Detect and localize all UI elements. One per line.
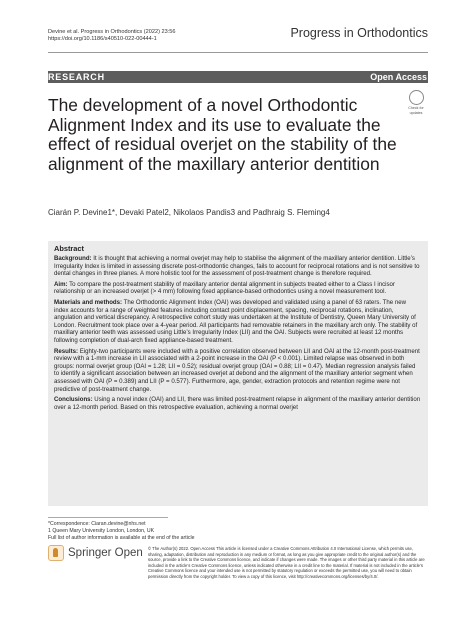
footnotes <box>48 521 194 542</box>
publisher-name: Springer Open <box>68 547 143 559</box>
badge-label-2: updates <box>409 111 423 115</box>
springer-horse-icon <box>48 545 64 561</box>
article-type-label: RESEARCH <box>48 72 105 82</box>
abstract-results <box>54 348 422 394</box>
results-text: Eighty-two participants were included with a positive correlation observed between LII and OAI at the 12-month post-treatment review with a 1-mm increase in LII associated with a 2-point increase in the OAI (P < 0.001). Limited relapse was observed in both groups: normal overjet group (OAI = 1.28; LII = 0.52); residual overjet group (OAI = 0.88; LII = 0.47). Median regression analysis failed to identify a significant association between an increased overjet at debond and the alignment of the maxillary anterior segment when assessed with OAI (P = 0.389) and LII (P = 0.577). Furthermore, age, gender, extraction protocols and retention regime were not predictive of post-treatment change. <box>54 347 420 393</box>
abstract-background <box>54 255 422 278</box>
license-text: © The Author(s) 2022. Open Access This article is licensed under a Creative Commons Attribution 4.0 International License, which permits use, sharing, adaptation, distribution and reproduction in any medium or format, as long as you give appropriate credit to the original author(s) and the source, provide a link to the Creative Commons licence, and indicate if changes were made. The images or other third party material in this article are included in the article’s Creative Commons licence, unless indicated otherwise in a credit line to the material. If material is not included in the article’s Creative Commons licence and your intended use is not permitted by statutory regulation or exceeds the permitted use, you will need to obtain permission directly from the copyright holder. To view a copy of this licence, visit http://creativecommons.org/licenses/by/4.0/. <box>148 546 425 579</box>
methods-text: The Orthodontic Alignment Index (OAI) was developed and validated using a panel of 63 raters. The new index accounts for a range of weighted features including contact point displacement, spacing, reciprocal rotations, inclination, angulation and vertical discrepancy. A retrospective cohort study was undertaken at the Institute of Dentistry, Queen Mary University of London. Recruitment took place over a 4-year period. All participants had removable retainers in the maxillary arch only. The stability of maxillary anterior teeth was assessed using Little’s Irregularity Index (LII) and the OAI. Subjects were recruited at least 12 months following completion of dual-arch fixed appliance-based treatment. <box>54 298 418 344</box>
doi-link[interactable]: https://doi.org/10.1186/s40510-022-00444-1 <box>48 36 157 43</box>
header-divider <box>48 52 428 53</box>
article-title: The development of a novel Orthodontic Alignment Index and its use to evaluate the effect of residual overjet on the stability of the alignment of the maxillary anterior dentition <box>48 95 397 174</box>
correspondence: *Correspondence: Ciaran.devine@nhs.net <box>48 521 146 527</box>
conclusions-label: Conclusions: <box>54 396 93 404</box>
abstract-methods <box>54 299 422 345</box>
article-type-bar <box>48 71 428 83</box>
background-label: Background: <box>54 255 92 262</box>
footnote-divider <box>48 517 168 518</box>
open-access-label: Open Access <box>370 72 427 82</box>
author-info-note: Full list of author information is available at the end of the article <box>48 535 195 541</box>
conclusions-text: Using a novel index (OAI) and LII, there was limited post-treatment relapse in alignment of the maxillary anterior dentition over a 12-month period. Based on this retrospective evaluation, achieving a normal overjet <box>54 396 421 411</box>
check-for-updates-badge[interactable] <box>404 90 428 114</box>
aim-label: Aim: <box>54 280 68 288</box>
badge-label-1: Check for <box>408 106 424 110</box>
author-list: Ciarán P. Devine1*, Devaki Patel2, Nikolaos Pandis3 and Padhraig S. Fleming4 <box>48 208 330 217</box>
abstract-conclusions <box>54 396 422 411</box>
results-label: Results: <box>54 347 79 355</box>
affiliation: 1 Queen Mary University London, London, UK <box>48 528 155 534</box>
methods-label: Materials and methods: <box>54 298 123 306</box>
citation <box>48 29 175 43</box>
springer-open-logo <box>48 545 143 561</box>
abstract-heading: Abstract <box>54 244 84 253</box>
check-updates-icon <box>409 90 424 105</box>
abstract-aim <box>54 281 422 296</box>
background-text: It is thought that achieving a normal overjet may help to stabilise the alignment of the maxillary anterior dentition. Little’s Irregularity Index is limited in assessing discrete post-orthodontic changes, fails to account for reciprocal rotations and is not sensitive to dental changes in three planes. A more holistic tool for the assessment of post-treatment change is therefore required. <box>54 255 420 278</box>
abstract-box <box>48 241 428 506</box>
citation-line1: Devine et al. Progress in Orthodontics (2022) 23:56 <box>48 29 176 35</box>
aim-text: To compare the post-treatment stability of maxillary anterior dental alignment in subjects treated either to a Class I incisor relationship or an increased overjet (> 4 mm) following fixed appliance-based orthodontics using a novel measurement tool. <box>54 280 395 296</box>
journal-name: Progress in Orthodontics <box>290 26 428 40</box>
